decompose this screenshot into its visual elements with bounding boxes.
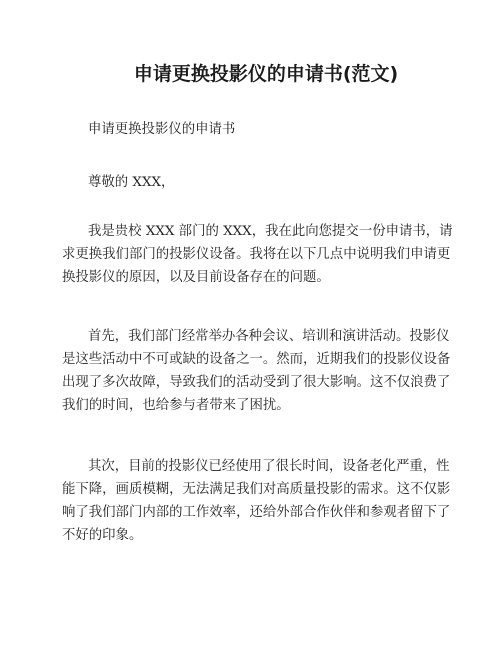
paragraph-line: 首先，我们部门经常举办各种会议、培训和演讲活动。投影仪 (88, 329, 450, 344)
paragraph-line: 其次，目前的投影仪已经使用了很长时间，设备老化严重，性 (88, 459, 450, 474)
paragraph-line: 出现了多次故障，导致我们的活动受到了很大影响。这不仅浪费了 (62, 375, 451, 390)
salutation: 尊敬的 XXX， (88, 175, 175, 190)
paragraph-line: 换投影仪的原因，以及目前设备存在的问题。 (62, 270, 330, 285)
paragraph-line: 我是贵校 XXX 部门的 XXX，我在此向您提交一份申请书，请 (88, 224, 453, 239)
paragraph-line: 我们的时间，也给参与者带来了困扰。 (62, 398, 290, 413)
paragraph-line: 求更换我们部门的投影仪设备。我将在以下几点中说明我们申请更 (62, 247, 451, 262)
paragraph-3 (62, 455, 451, 547)
paragraph-line: 响了我们部门内部的工作效率，还给外部合作伙伴和参观者留下了 (62, 505, 451, 520)
paragraph-line: 是这些活动中不可或缺的设备之一。然而，近期我们的投影仪设备 (62, 352, 451, 367)
document-subtitle: 申请更换投影仪的申请书 (88, 122, 236, 137)
paragraph-line: 不好的印象。 (62, 528, 143, 543)
paragraph-2 (62, 325, 451, 417)
paragraph-line: 能下降，画质模糊，无法满足我们对高质量投影的需求。这不仅影 (62, 482, 451, 497)
paragraph-1 (62, 220, 453, 289)
document-title: 申请更换投影仪的申请书(范文) (133, 63, 399, 85)
